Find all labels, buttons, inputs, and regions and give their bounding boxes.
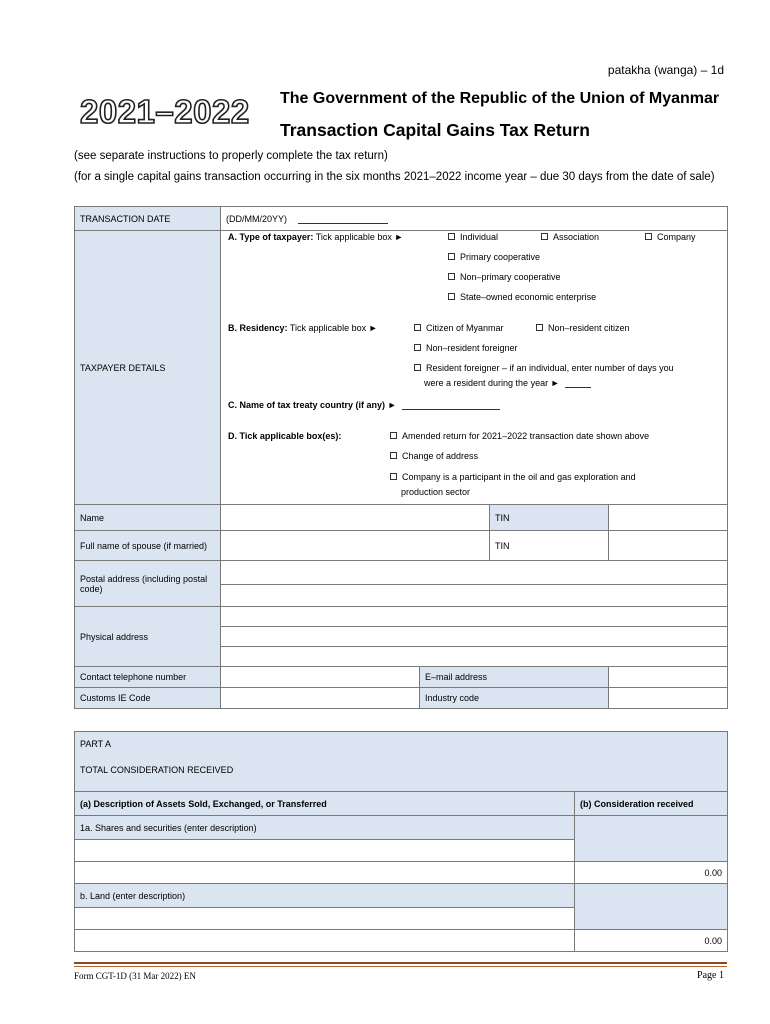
telephone-label: Contact telephone number [75, 667, 221, 688]
name-label: Name [75, 505, 221, 531]
option-resident-foreigner[interactable]: Resident foreigner – if an individual, enter number of days you [414, 363, 674, 373]
industry-code-label: Industry code [420, 688, 609, 709]
oil-gas-continuation: production sector [401, 487, 471, 497]
physical-address-line-3[interactable] [221, 647, 728, 667]
shares-consideration-value[interactable]: 0.00 [575, 862, 728, 884]
shares-description-field[interactable] [75, 840, 575, 862]
resident-days[interactable]: were a resident during the year ► [424, 378, 591, 388]
checkbox-icon [448, 253, 455, 260]
option-citizen[interactable]: Citizen of Myanmar [414, 323, 504, 333]
tin-label: TIN [490, 505, 609, 531]
spouse-tin-label: TIN [490, 531, 609, 561]
intro-line-2: (for a single capital gains transaction occurring in the six months 2021–2022 income year – due 30 days from the date of sale) [74, 171, 715, 183]
land-description-field[interactable] [75, 908, 575, 930]
checkbox-icon [414, 324, 421, 331]
spouse-tin-field[interactable] [609, 531, 728, 561]
checkbox-icon [390, 452, 397, 459]
checkbox-icon [536, 324, 543, 331]
postal-address-line-1[interactable] [221, 561, 728, 585]
checkbox-icon [541, 233, 548, 240]
checkbox-icon [414, 344, 421, 351]
customs-code-field[interactable] [221, 688, 420, 709]
transaction-date-field[interactable] [221, 207, 728, 231]
option-amended-return[interactable]: Amended return for 2021–2022 transaction date shown above [390, 431, 649, 441]
income-year: 2021–2022 [80, 93, 250, 130]
option-non-resident-citizen[interactable]: Non–resident citizen [536, 323, 630, 333]
form-title: Transaction Capital Gains Tax Return [280, 120, 590, 140]
land-blank [575, 884, 728, 930]
option-state-owned-enterprise[interactable]: State–owned economic enterprise [448, 292, 596, 302]
industry-code-field[interactable] [609, 688, 728, 709]
name-field[interactable] [221, 505, 490, 531]
checkbox-icon [448, 233, 455, 240]
land-description-field-2[interactable] [75, 930, 575, 952]
part-a-header [75, 732, 728, 792]
checkbox-icon [390, 473, 397, 480]
column-a-header: (a) Description of Assets Sold, Exchanged, or Transferred [75, 792, 575, 816]
physical-address-line-1[interactable] [221, 607, 728, 627]
applicable-boxes: D. Tick applicable box(es): [228, 431, 342, 441]
postal-address-line-2[interactable] [221, 585, 728, 607]
residency: B. Residency: Tick applicable box ► [228, 323, 378, 333]
part-a-table [74, 731, 728, 952]
checkbox-icon [448, 293, 455, 300]
physical-address-line-2[interactable] [221, 627, 728, 647]
intro-line-1: (see separate instructions to properly complete the tax return) [74, 150, 388, 162]
column-b-header: (b) Consideration received [575, 792, 728, 816]
form-code: patakha (wanga) – 1d [607, 63, 724, 77]
type-of-taxpayer: A. Type of taxpayer: Tick applicable box ► [228, 232, 404, 242]
transaction-date-label: TRANSACTION DATE [75, 207, 221, 231]
shares-label: 1a. Shares and securities (enter description) [75, 816, 575, 840]
footer-rule-thin [74, 966, 727, 967]
option-non-primary-cooperative[interactable]: Non–primary cooperative [448, 272, 561, 282]
shares-blank [575, 816, 728, 862]
telephone-field[interactable] [221, 667, 420, 688]
email-label: E–mail address [420, 667, 609, 688]
government-title: The Government of the Republic of the Union of Myanmar [280, 90, 720, 107]
option-oil-gas-participant[interactable]: Company is a participant in the oil and gas exploration and [390, 472, 636, 482]
tax-treaty-country[interactable]: C. Name of tax treaty country (if any) ► [228, 400, 500, 410]
land-label: b. Land (enter description) [75, 884, 575, 908]
taxpayer-details-label: TAXPAYER DETAILS [75, 231, 221, 505]
form-version: Form CGT-1D (31 Mar 2022) EN [74, 971, 196, 981]
option-primary-cooperative[interactable]: Primary cooperative [448, 252, 540, 262]
page-number: Page 1 [697, 970, 724, 981]
part-a-subtitle: TOTAL CONSIDERATION RECEIVED [80, 765, 234, 775]
checkbox-icon [645, 233, 652, 240]
shares-description-field-2[interactable] [75, 862, 575, 884]
checkbox-icon [414, 364, 421, 371]
checkbox-icon [448, 273, 455, 280]
part-a-title: PART A [80, 739, 112, 749]
option-change-of-address[interactable]: Change of address [390, 451, 478, 461]
land-consideration-value[interactable]: 0.00 [575, 930, 728, 952]
spouse-label: Full name of spouse (if married) [75, 531, 221, 561]
tin-field[interactable] [609, 505, 728, 531]
physical-address-label: Physical address [75, 607, 221, 667]
email-field[interactable] [609, 667, 728, 688]
option-company[interactable]: Company [645, 232, 696, 242]
customs-code-label: Customs IE Code [75, 688, 221, 709]
spouse-field[interactable] [221, 531, 490, 561]
postal-address-label: Postal address (including postal code) [75, 561, 221, 607]
footer-rule [74, 962, 727, 964]
checkbox-icon [390, 432, 397, 439]
option-individual[interactable]: Individual [448, 232, 498, 242]
date-format-hint: (DD/MM/20YY) [226, 213, 288, 224]
option-association[interactable]: Association [541, 232, 599, 242]
option-non-resident-foreigner[interactable]: Non–resident foreigner [414, 343, 518, 353]
